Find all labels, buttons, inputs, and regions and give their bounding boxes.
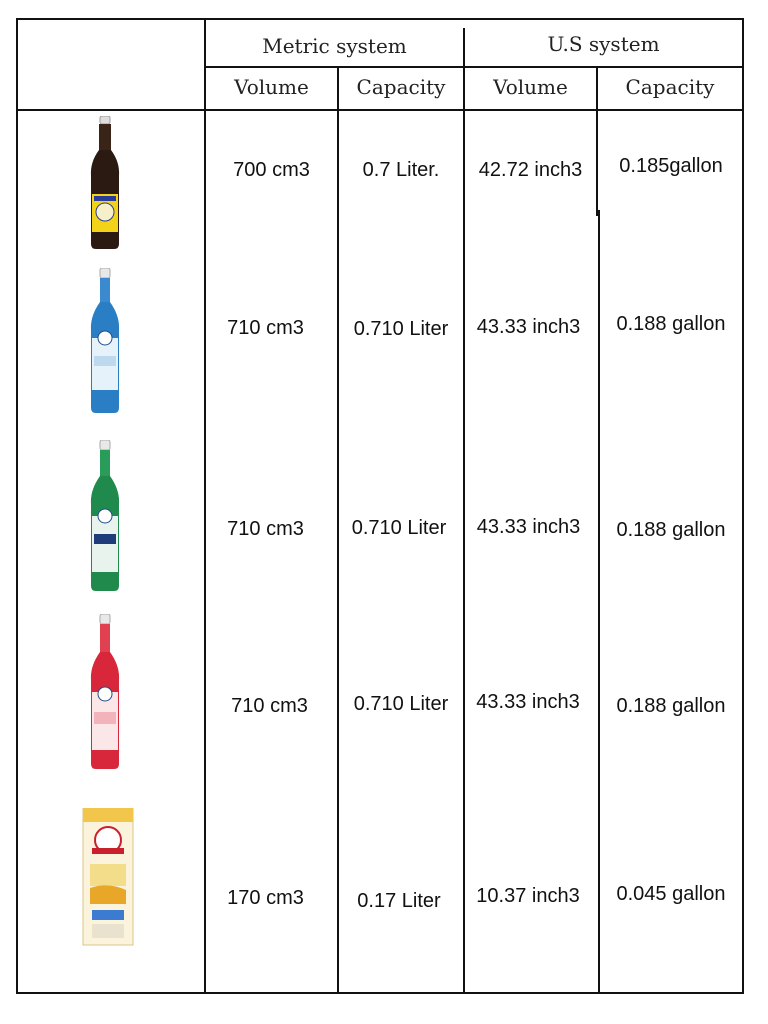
product-image-row-1: [88, 116, 122, 250]
header-metric-volume: Volume: [234, 75, 309, 99]
us-capacity: 0.188 gallon: [616, 519, 726, 541]
red-syrup-bottle-icon: [88, 614, 122, 770]
product-image-row-3: [88, 440, 122, 592]
us-volume: 10.37 inch3: [476, 885, 580, 907]
header-us-volume: Volume: [493, 75, 568, 99]
metric-capacity: 0.17 Liter: [357, 890, 441, 912]
metric-capacity: 0.710 Liter: [353, 693, 449, 715]
metric-volume: 170 cm3: [227, 887, 304, 909]
header-us-system: U.S system: [547, 32, 660, 56]
green-syrup-bottle-icon: [88, 440, 122, 592]
header-metric-capacity: Capacity: [356, 75, 446, 99]
honey-milk-carton-icon: [82, 808, 134, 946]
conversion-table: [16, 18, 744, 994]
metric-capacity: 0.710 Liter: [351, 517, 447, 539]
header-us-capacity: Capacity: [625, 75, 715, 99]
metric-capacity: 0.7 Liter.: [362, 159, 440, 181]
product-image-row-2: [88, 268, 122, 414]
product-image-row-4: [88, 614, 122, 770]
us-volume: 43.33 inch3: [476, 316, 581, 338]
header-metric-system: Metric system: [262, 34, 407, 58]
us-volume: 43.33 inch3: [476, 691, 580, 713]
dark-sauce-bottle-icon: [88, 116, 122, 250]
us-volume: 42.72 inch3: [478, 159, 583, 181]
us-volume: 43.33 inch3: [476, 516, 581, 538]
metric-volume: 700 cm3: [233, 159, 310, 181]
header-divider: [204, 66, 742, 68]
metric-capacity: 0.710 Liter: [353, 318, 449, 340]
us-capacity: 0.188 gallon: [616, 695, 726, 717]
us-capacity: 0.185gallon: [619, 155, 723, 177]
us-capacity: 0.188 gallon: [616, 313, 726, 335]
product-image-row-5: [82, 808, 134, 946]
metric-volume: 710 cm3: [227, 518, 304, 540]
metric-volume: 710 cm3: [231, 695, 308, 717]
header-bottom-rule: [18, 109, 742, 111]
blue-syrup-bottle-icon: [88, 268, 122, 414]
us-capacity: 0.045 gallon: [616, 883, 726, 905]
metric-volume: 710 cm3: [227, 317, 304, 339]
